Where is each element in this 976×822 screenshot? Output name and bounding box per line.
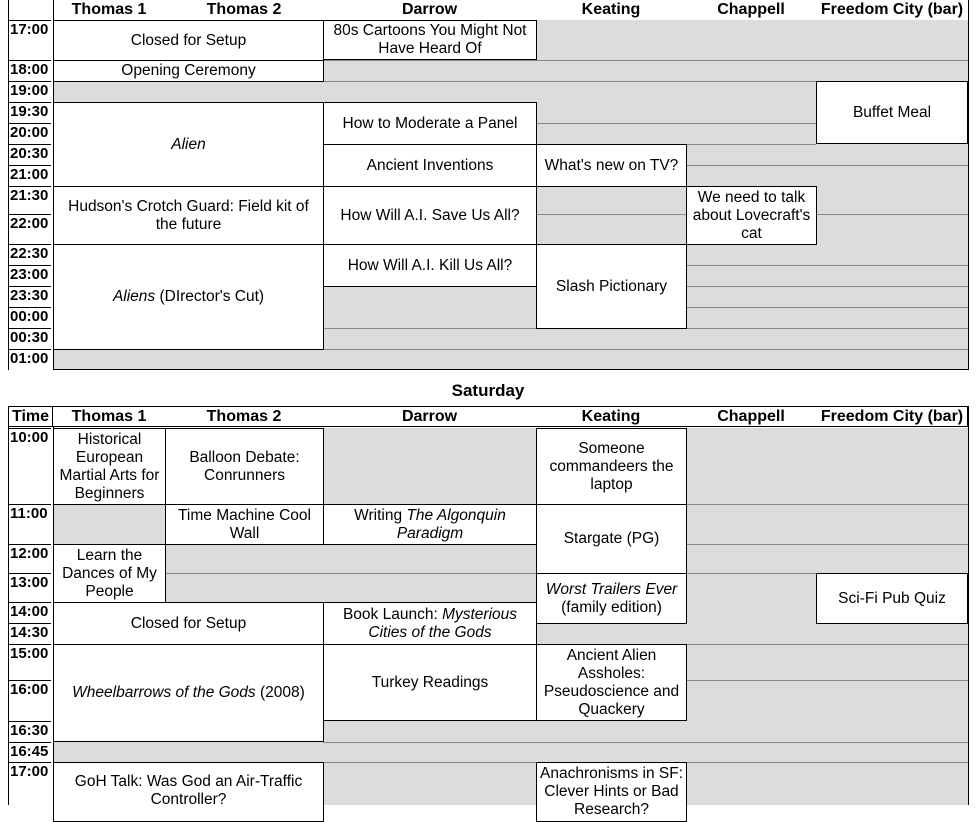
event-wheelbarrows-of-the-gods[interactable]: Wheelbarrows of the Gods (2008) — [53, 644, 324, 742]
event-aliens-directors-cut[interactable]: Aliens (DIrector's Cut) — [53, 244, 324, 350]
saturday-time: 11:00 — [9, 504, 51, 544]
saturday-col-time: Time — [9, 407, 53, 427]
friday-time: 21:30 — [9, 186, 51, 214]
event-80s-cartoons[interactable]: 80s Cartoons You Might Not Have Heard Of — [323, 20, 537, 60]
friday-time: 00:00 — [9, 307, 51, 328]
friday-time: 01:00 — [9, 349, 51, 370]
event-someone-commandeers-laptop[interactable]: Someone commandeers the laptop — [536, 428, 687, 505]
event-stargate[interactable]: Stargate (PG) — [536, 504, 687, 574]
event-hudson-crotch-guard[interactable]: Hudson's Crotch Guard: Field kit of the future — [53, 186, 324, 245]
saturday-col-thomas2: Thomas 2 — [206, 408, 282, 425]
friday-col-thomas2: Thomas 2 — [206, 1, 282, 18]
friday-col-thomas1: Thomas 1 — [71, 1, 147, 18]
saturday-time: 12:00 — [9, 544, 51, 573]
saturday-col-darrow: Darrow — [401, 408, 458, 425]
event-closed-for-setup[interactable]: Closed for Setup — [53, 602, 324, 645]
event-ai-kill-us[interactable]: How Will A.I. Kill Us All? — [323, 244, 537, 287]
friday-bottom-border — [8, 369, 968, 370]
event-slash-pictionary[interactable]: Slash Pictionary — [536, 244, 687, 329]
friday-time: 17:00 — [9, 20, 51, 60]
friday-time: 22:00 — [9, 214, 51, 244]
event-dances-of-my-people[interactable]: Learn the Dances of My People — [53, 544, 166, 603]
event-writing-algonquin[interactable]: Writing The Algonquin Paradigm — [323, 504, 537, 545]
event-time-machine-cool-wall[interactable]: Time Machine Cool Wall — [165, 504, 324, 545]
friday-time: 22:30 — [9, 244, 51, 265]
event-ancient-alien-assholes[interactable]: Ancient Alien Assholes: Pseudoscience and Quackery — [536, 644, 687, 721]
saturday-time: 14:00 — [9, 602, 51, 623]
saturday-time: 14:30 — [9, 623, 51, 644]
saturday-time: 17:00 — [9, 762, 51, 805]
event-whats-new-tv[interactable]: What's new on TV? — [536, 144, 687, 187]
event-ancient-inventions[interactable]: Ancient Inventions — [323, 144, 537, 187]
friday-time: 20:30 — [9, 144, 51, 165]
event-goh-talk[interactable]: GoH Talk: Was God an Air-Traffic Controller? — [53, 762, 324, 822]
event-moderate-panel[interactable]: How to Moderate a Panel — [323, 102, 537, 145]
saturday-time: 10:00 — [9, 428, 51, 504]
event-worst-trailers[interactable]: Worst Trailers Ever (family edition) — [536, 573, 687, 624]
saturday-col-thomas1: Thomas 1 — [71, 408, 147, 425]
event-alien[interactable]: Alien — [53, 102, 324, 187]
event-book-launch[interactable]: Book Launch: Mysterious Cities of the Gods — [323, 602, 537, 645]
event-anachronisms-in-sf[interactable]: Anachronisms in SF: Clever Hints or Bad Research? — [536, 762, 687, 822]
saturday-time: 13:00 — [9, 573, 51, 602]
event-turkey-readings[interactable]: Turkey Readings — [323, 644, 537, 721]
event-opening-ceremony[interactable]: Opening Ceremony — [53, 60, 324, 82]
friday-time: 18:00 — [9, 60, 51, 81]
event-balloon-debate[interactable]: Balloon Debate: Conrunners — [165, 428, 324, 505]
friday-col-darrow: Darrow — [401, 1, 458, 18]
saturday-time: 15:00 — [9, 644, 51, 680]
friday-time: 23:00 — [9, 265, 51, 286]
friday-time: 00:30 — [9, 328, 51, 349]
friday-time: 20:00 — [9, 123, 51, 144]
event-closed-for-setup[interactable]: Closed for Setup — [53, 20, 324, 61]
saturday-col-chappell: Chappell — [717, 408, 785, 425]
friday-col-freedom: Freedom City (bar) — [820, 1, 964, 18]
friday-time: 19:00 — [9, 81, 51, 102]
friday-time: 21:00 — [9, 165, 51, 186]
event-hema-beginners[interactable]: Historical European Martial Arts for Beginners — [53, 428, 166, 505]
friday-time: 19:30 — [9, 102, 51, 123]
friday-col-keating: Keating — [581, 1, 641, 18]
saturday-time: 16:30 — [9, 721, 51, 742]
event-ai-save-us[interactable]: How Will A.I. Save Us All? — [323, 186, 537, 245]
friday-time: 23:30 — [9, 286, 51, 307]
event-lovecraft-cat[interactable]: We need to talk about Lovecraft's cat — [686, 186, 817, 245]
saturday-col-keating: Keating — [581, 408, 641, 425]
event-buffet-meal[interactable]: Buffet Meal — [816, 81, 968, 144]
saturday-col-freedom: Freedom City (bar) — [820, 408, 964, 425]
saturday-title: Saturday — [451, 381, 525, 400]
friday-col-chappell: Chappell — [717, 1, 785, 18]
saturday-time: 16:00 — [9, 680, 51, 721]
saturday-time: 16:45 — [9, 742, 51, 762]
event-scifi-pub-quiz[interactable]: Sci-Fi Pub Quiz — [816, 573, 968, 624]
